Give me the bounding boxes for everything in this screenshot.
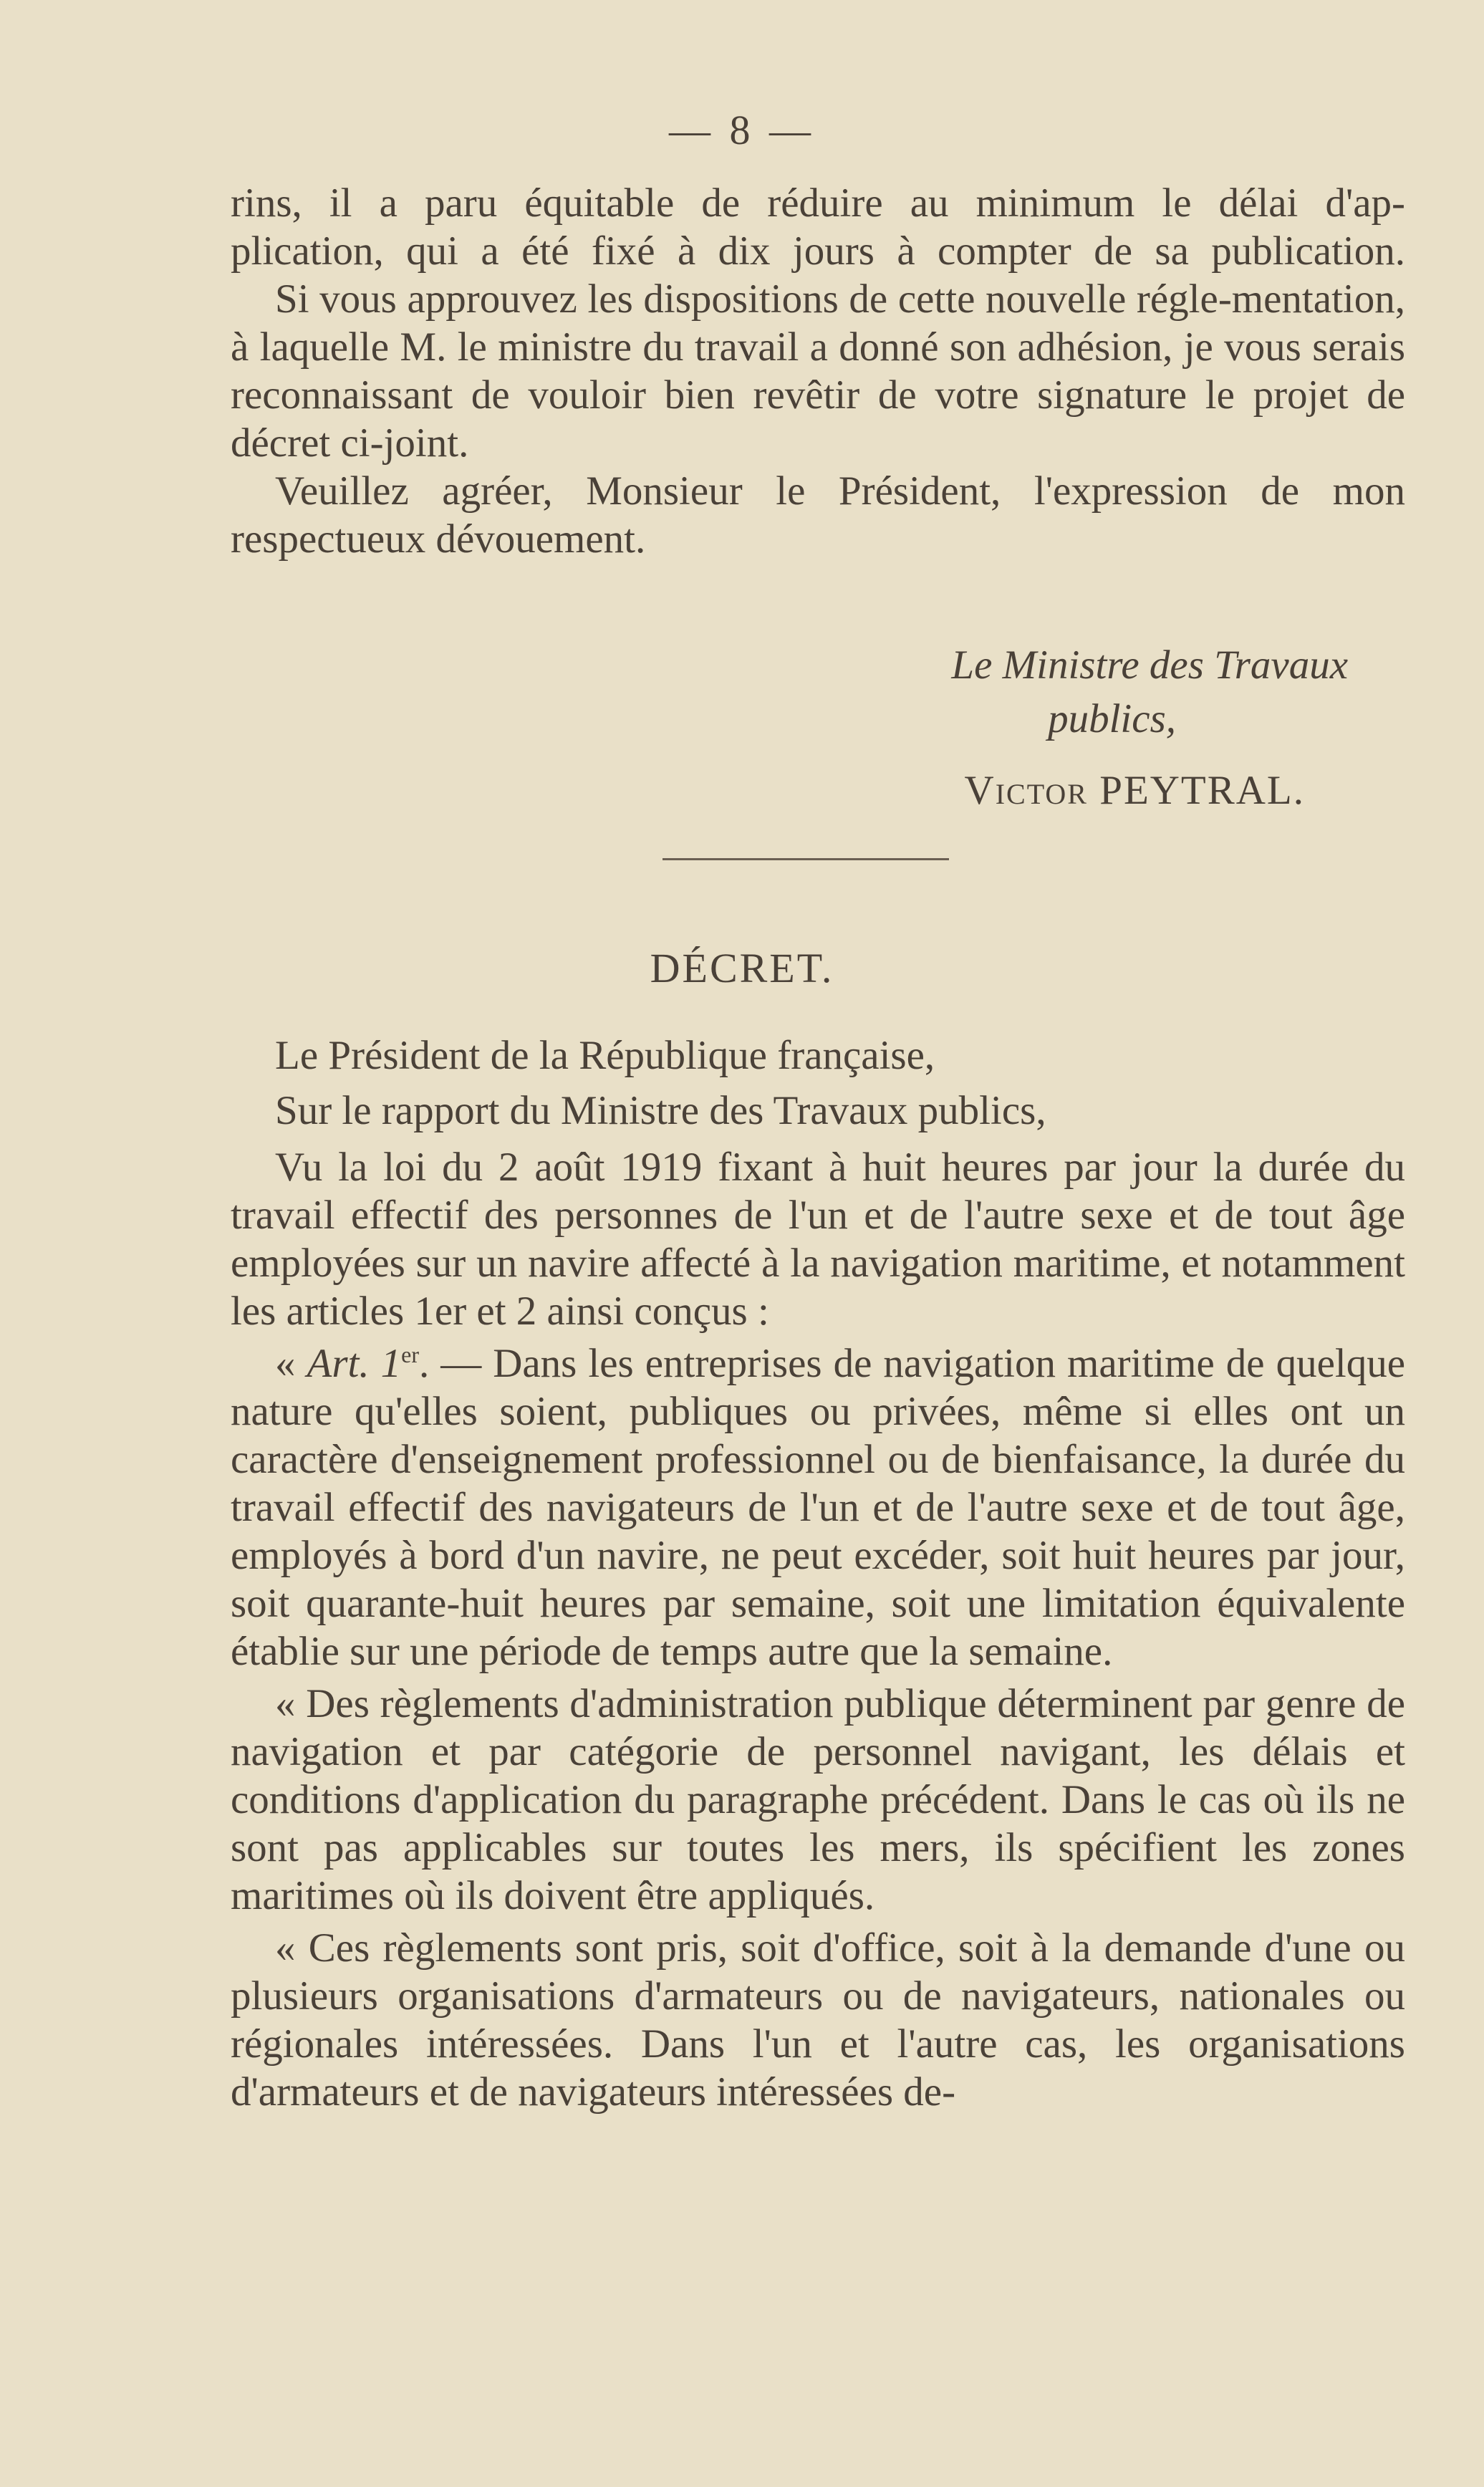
page-number: — 8 —: [669, 107, 815, 153]
signature-title-line-2: publics,: [1048, 696, 1176, 741]
decret-president-line: Le Président de la République française,: [275, 1033, 935, 1078]
decret-article-1: [231, 1339, 1405, 1675]
intro-paragraph-closing: Veuillez agréer, Monsieur le Président, l'expression de mon respectueux dévouement.: [231, 468, 1405, 562]
signature-name: Victor PEYTRAL.: [964, 768, 1305, 813]
article-superscript: er: [401, 1342, 419, 1367]
intro-text: [231, 179, 1405, 563]
decret-title: DÉCRET.: [650, 945, 834, 991]
intro-line-2: plication, qui a été fixé à dix jours à compter de sa publication.: [231, 229, 1405, 274]
decret-reglements-paragraph: « Des règlements d'administration publique déterminent par genre de navigation et par catégorie de personnel navigant, les délais et conditions d'application du paragraphe précédent. Dans le cas où ils ne sont pas applicables sur toutes les mers, ils spécifient les zones maritimes où ils doivent être appliqués.: [231, 1681, 1405, 1918]
signature-title-line-1: Le Ministre des Travaux: [951, 643, 1348, 688]
article-label: Art. 1: [307, 1341, 402, 1386]
decret-rapport-line: Sur le rapport du Ministre des Travaux publics,: [275, 1088, 1046, 1133]
intro-paragraph-approval: Si vous approuvez les dispositions de cette nouvelle régle-mentation, à laquelle M. le ministre du travail a donné son adhésion, je vous serais reconnaissant de vouloir bien revêtir de votre signature le projet de décret ci-joint.: [231, 276, 1405, 466]
intro-line-1: rins, il a paru équitable de réduire au minimum le délai d'ap-: [231, 181, 1405, 226]
decret-ces-paragraph: « Ces règlements sont pris, soit d'office, soit à la demande d'une ou plusieurs organisations d'armateurs ou de navigateurs, nationales ou régionales intéressées. Dans l'un et l'autre cas, les organisations d'armateurs et de navigateurs intéressées de-: [231, 1925, 1405, 2115]
section-divider: [662, 858, 949, 860]
decret-body: [231, 1031, 1405, 2116]
quote-mark: «: [275, 1341, 307, 1386]
article-text: . — Dans les entreprises de navigation maritime de quelque nature qu'elles soient, publiques ou privées, même si elles ont un caractère d'enseignement professionnel ou de bienfaisance, la durée du travail effectif des navigateurs de l'un et de l'autre sexe et de tout âge, employés à bord d'un navire, ne peut excéder, soit huit heures par jour, soit quarante-huit heures par semaine, soit une limitation équivalente établie sur une période de temps autre que la semaine.: [231, 1341, 1406, 1674]
decret-vu-paragraph: Vu la loi du 2 août 1919 fixant à huit heures par jour la durée du travail effectif des personnes de l'un et de l'autre sexe et de tout âge employées sur un navire affecté à la navigation maritime, et notamment les articles 1er et 2 ainsi conçus :: [231, 1145, 1405, 1334]
